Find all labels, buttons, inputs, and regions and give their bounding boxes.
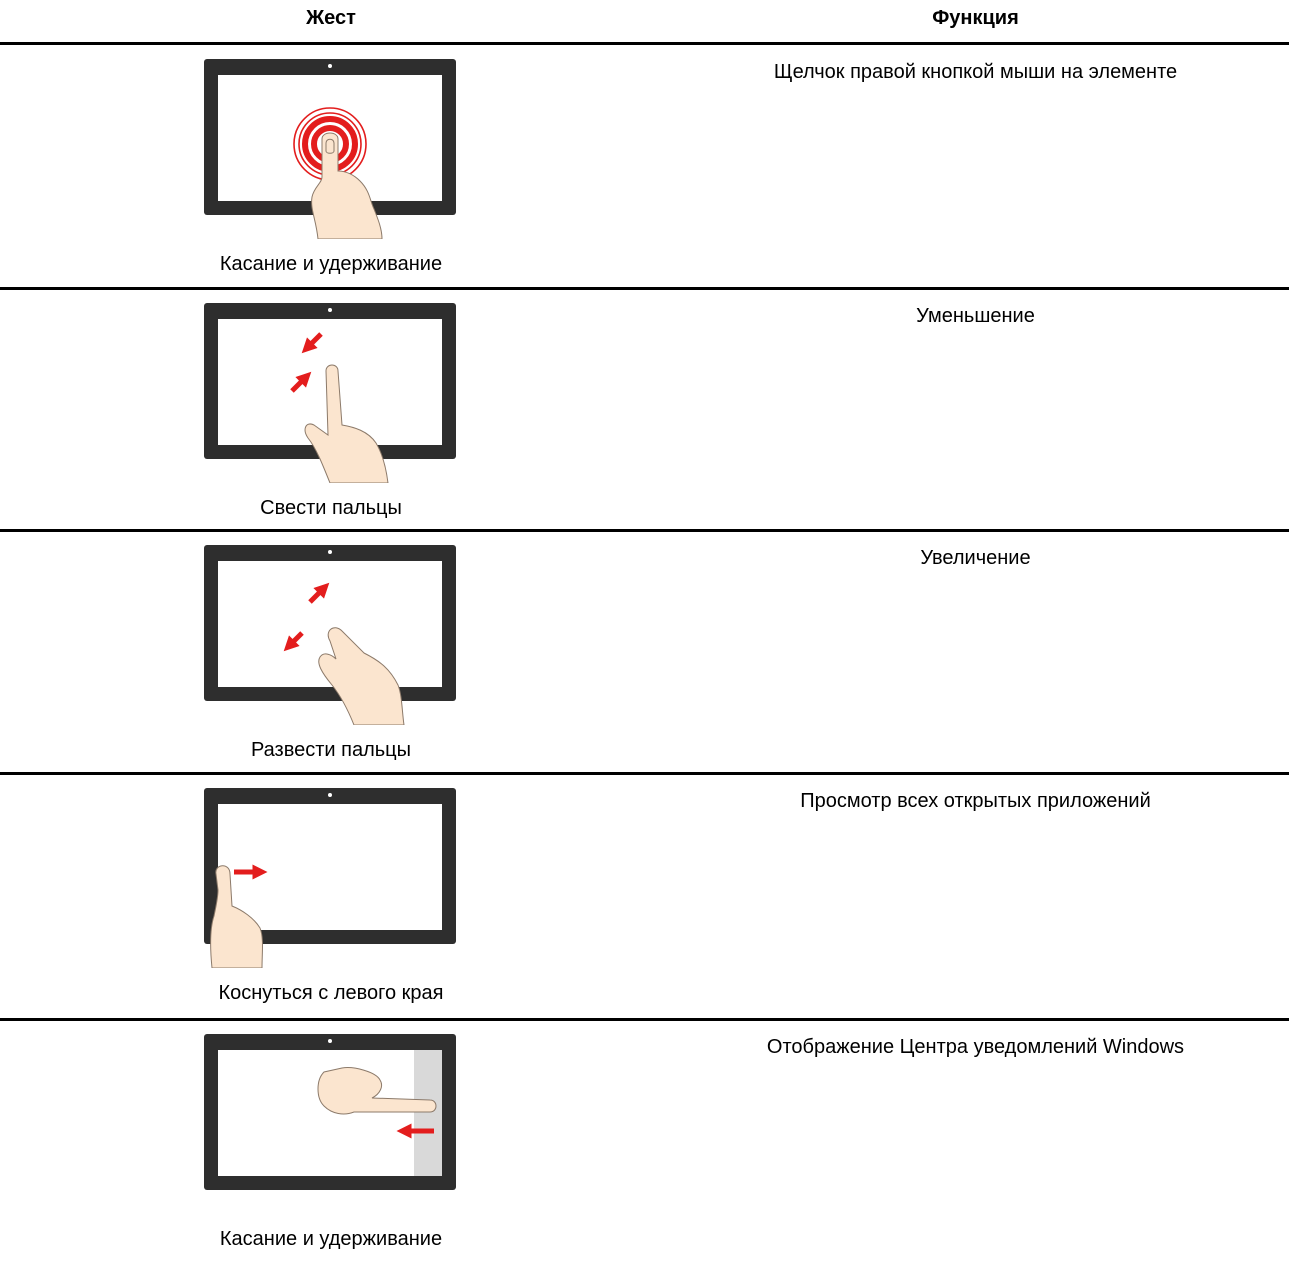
header-function: Функция xyxy=(932,7,1019,29)
table-row xyxy=(0,289,1289,531)
table-row xyxy=(0,531,1289,773)
swipe-from-left-icon xyxy=(204,788,456,968)
stretch-icon xyxy=(204,545,456,725)
function-label: Увеличение xyxy=(920,547,1031,569)
function-label: Просмотр всех открытых приложений xyxy=(800,790,1151,812)
gesture-label: Развести пальцы xyxy=(250,739,412,761)
tap-and-hold-icon xyxy=(204,59,456,239)
function-label: Щелчок правой кнопкой мыши на элементе xyxy=(773,61,1178,83)
gesture-label: Свести пальцы xyxy=(260,497,402,519)
table-header xyxy=(0,0,1289,44)
table-row xyxy=(0,1020,1289,1262)
gesture-label: Коснуться с левого края xyxy=(218,982,444,1004)
table-row xyxy=(0,45,1289,287)
swipe-from-right-icon xyxy=(204,1034,456,1214)
table-row xyxy=(0,774,1289,1016)
pinch-icon xyxy=(204,303,456,483)
function-label: Отображение Центра уведомлений Windows xyxy=(766,1036,1185,1058)
gesture-label: Касание и удерживание xyxy=(219,253,443,275)
gesture-label: Касание и удерживание xyxy=(219,1228,443,1250)
function-label: Уменьшение xyxy=(916,305,1035,327)
header-gesture: Жест xyxy=(306,7,356,29)
